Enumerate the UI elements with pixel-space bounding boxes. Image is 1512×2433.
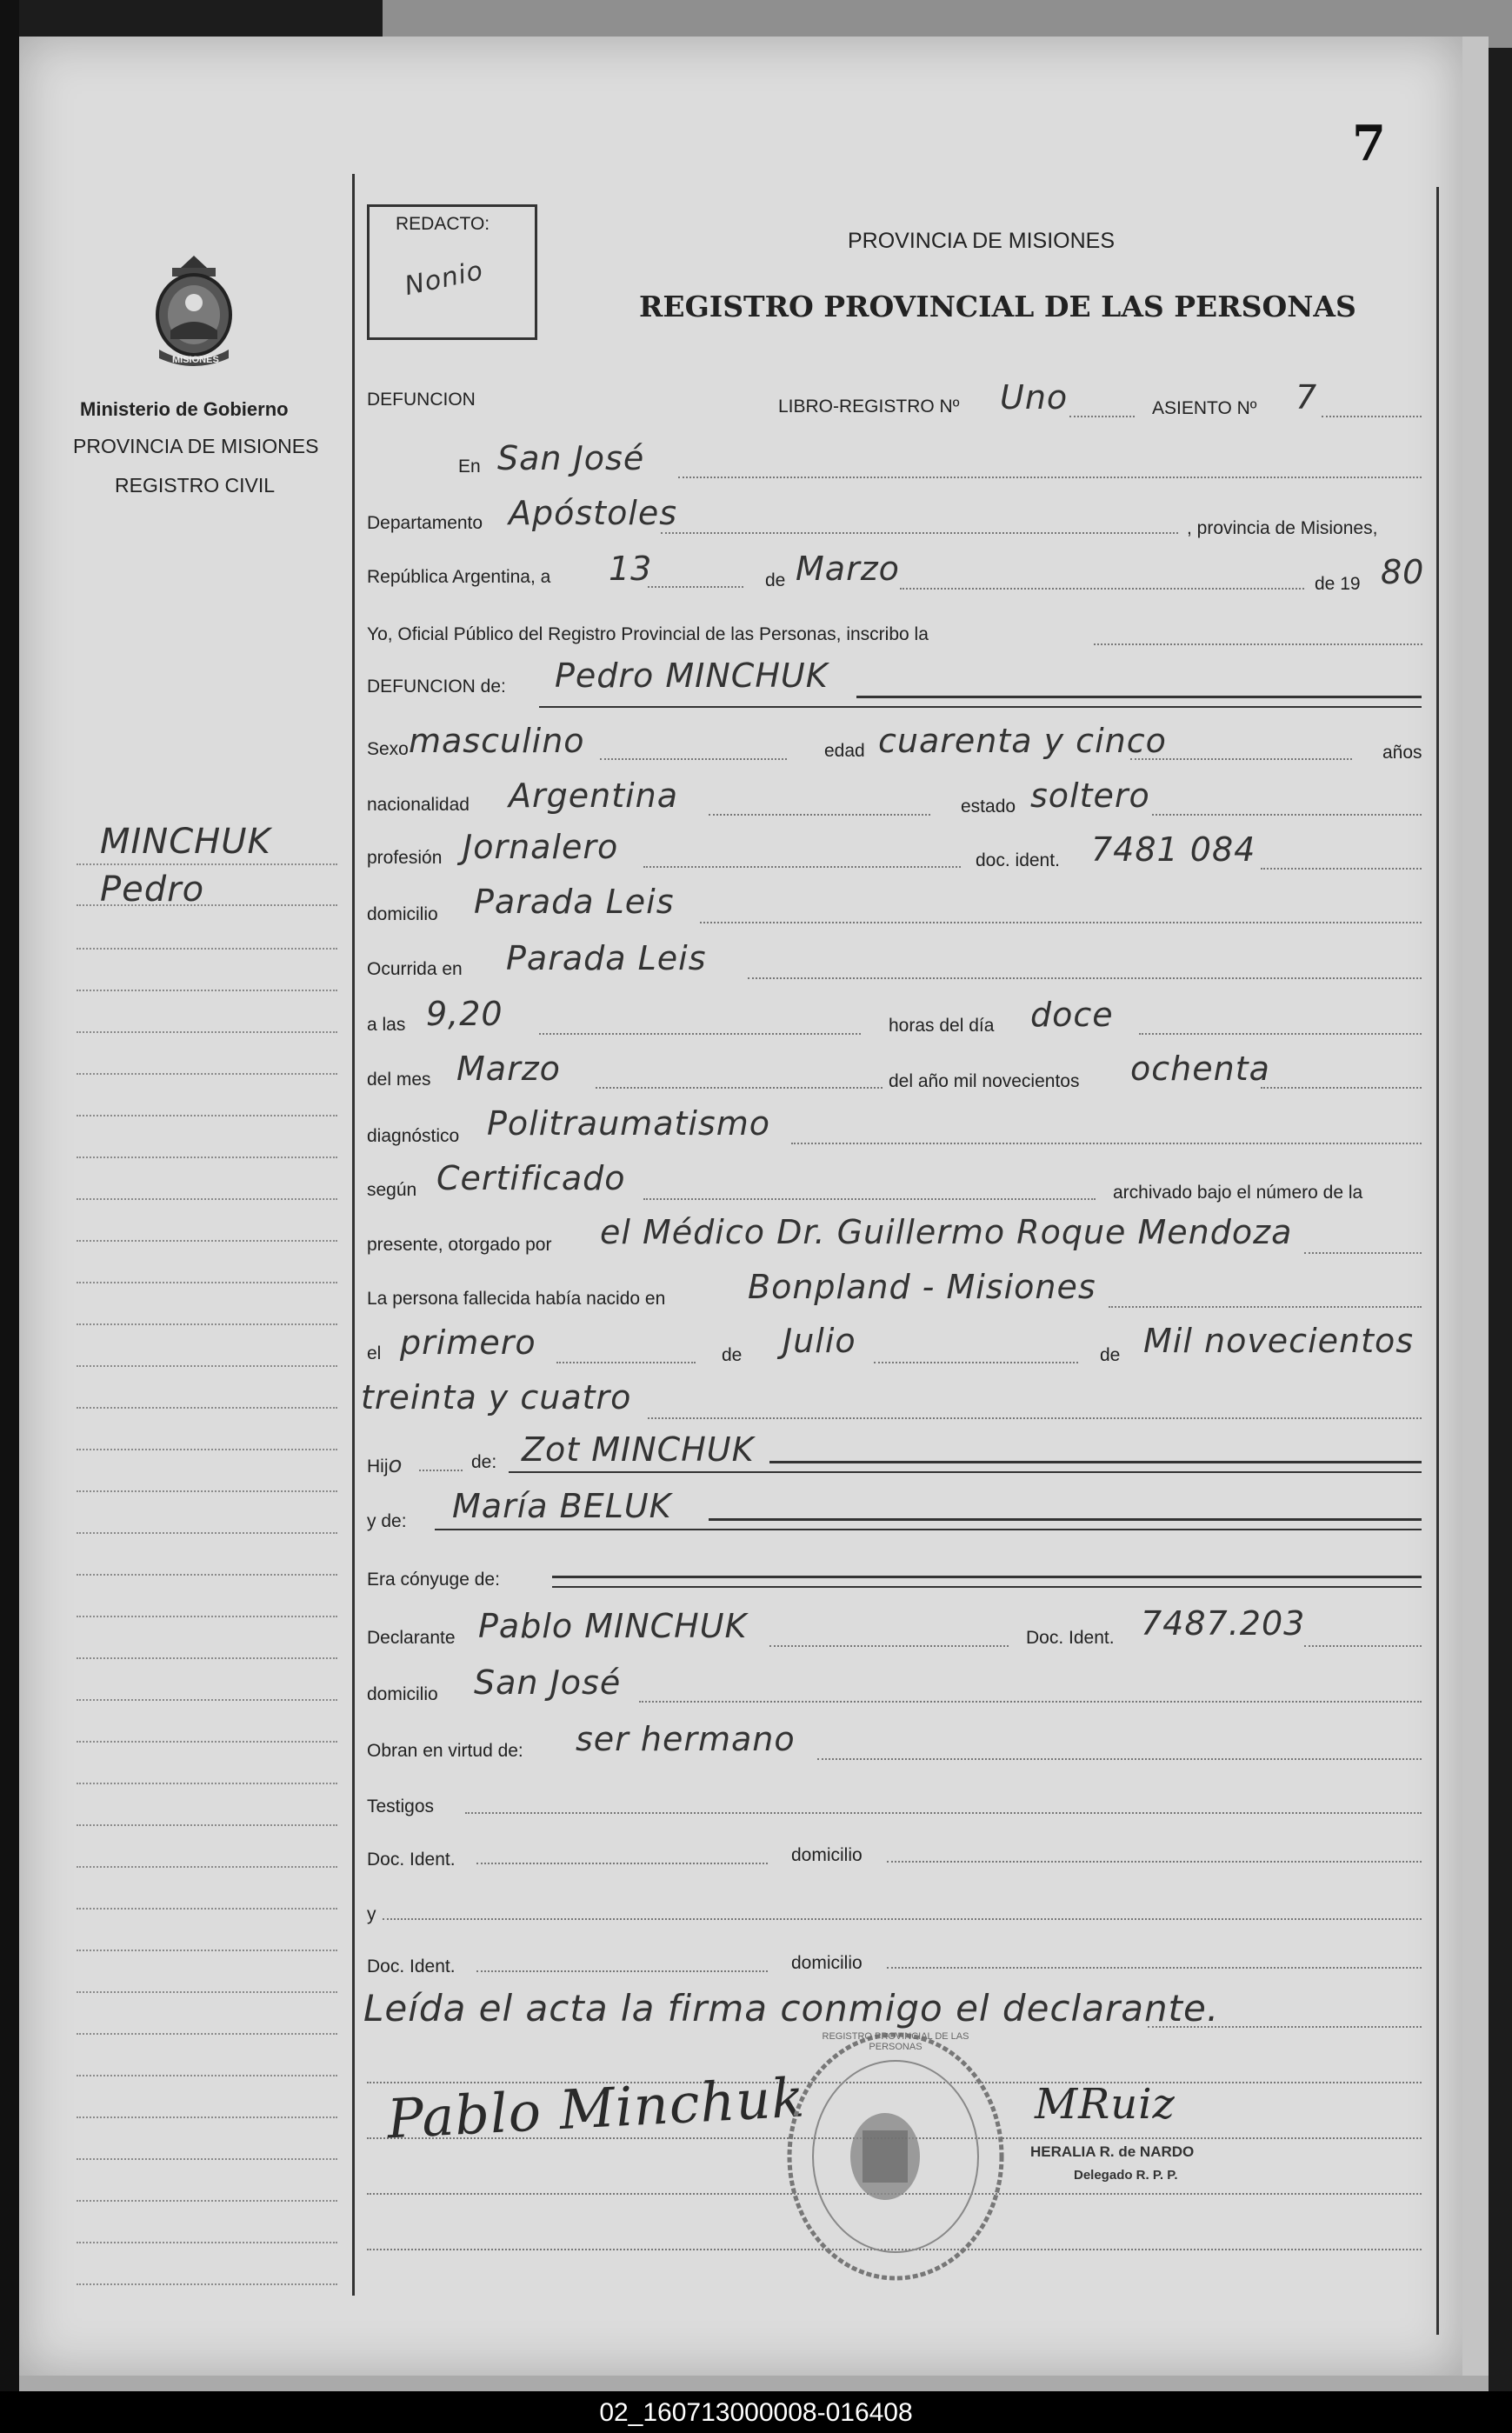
footer-bar	[0, 2391, 1512, 2433]
page-number: 7	[1352, 115, 1386, 172]
type-label: DEFUNCION	[367, 390, 476, 410]
decl-doc-label: Doc. Ident.	[1026, 1628, 1115, 1648]
redacto-label: REDACTO:	[396, 214, 490, 234]
background-edge	[0, 0, 19, 2433]
round-seal-icon	[783, 2026, 1009, 2287]
hijo-de-label: de:	[471, 1452, 497, 1472]
declarante-label: Declarante	[367, 1628, 456, 1648]
margin-name: Pedro	[100, 870, 205, 910]
hijo-label	[367, 1452, 403, 1478]
conyuge-label: Era cónyuge de:	[367, 1570, 500, 1590]
nacido-value: Bonpland - Misiones	[748, 1268, 1096, 1306]
margin-surname: MINCHUK	[100, 822, 271, 862]
nacionalidad-label: nacionalidad	[367, 795, 470, 815]
doc-value: 7481 084	[1091, 830, 1256, 869]
a-las-value: 9,20	[426, 995, 503, 1033]
year-value: 80	[1381, 553, 1425, 591]
segun-label: según	[367, 1180, 417, 1200]
a-las-label: a las	[367, 1015, 406, 1035]
departamento-value: Apóstoles	[509, 494, 678, 532]
en-label: En	[458, 457, 481, 477]
ministry-label: Ministerio de Gobierno	[80, 398, 289, 420]
diagnostico-value: Politraumatismo	[487, 1104, 770, 1143]
libro-value: Uno	[1000, 378, 1069, 417]
official-seal	[783, 2026, 1009, 2287]
horas-value: doce	[1030, 996, 1114, 1034]
mother-value: María BELUK	[452, 1487, 672, 1525]
hijo-suffix: o	[388, 1452, 403, 1478]
asiento-value: 7	[1296, 378, 1318, 417]
archivado-label: archivado bajo el número de la	[1113, 1183, 1363, 1203]
estado-value: soltero	[1030, 777, 1150, 815]
del-mes-value: Marzo	[456, 1050, 561, 1088]
ocurrida-value: Parada Leis	[506, 939, 707, 977]
en-value: San José	[497, 439, 645, 477]
nacido-label: La persona fallecida había nacido en	[367, 1289, 666, 1309]
nac-month-value: Julio	[783, 1322, 856, 1360]
provincia-suffix: , provincia de Misiones,	[1187, 518, 1378, 538]
edad-value: cuarenta y cinco	[878, 722, 1167, 760]
closing-text: Leída el acta la firma conmigo el declarante.	[363, 1987, 1220, 2030]
form-right-border	[1436, 187, 1439, 2335]
hijo-prefix: Hij	[367, 1456, 389, 1476]
day-value: 13	[609, 550, 653, 588]
sexo-value: masculino	[409, 722, 585, 760]
y-label: y	[367, 1904, 376, 1924]
obran-value: ser hermano	[576, 1720, 796, 1758]
sexo-label: Sexo	[367, 739, 409, 759]
doc-label: doc. ident.	[976, 850, 1060, 870]
redacto-box	[367, 204, 537, 340]
page-bottom-edge	[19, 2376, 1489, 2391]
de-label: de	[765, 570, 786, 590]
presente-value: el Médico Dr. Guillermo Roque Mendoza	[600, 1213, 1293, 1251]
profesion-value: Jornalero	[463, 828, 619, 866]
official-stamp-name: HERALIA R. de NARDO	[1030, 2143, 1195, 2160]
domicilio-value: Parada Leis	[474, 883, 675, 921]
header-province: PROVINCIA DE MISIONES	[848, 229, 1116, 253]
el-label: el	[367, 1343, 382, 1363]
month-value: Marzo	[796, 550, 900, 588]
segun-value: Certificado	[436, 1159, 626, 1197]
seal-text: MISIONES	[172, 355, 219, 365]
anos-label: años	[1382, 743, 1422, 763]
yo-text: Yo, Oficial Público del Registro Provincial de las Personas, inscribo la	[367, 624, 929, 644]
form-left-border	[352, 174, 355, 2296]
de2-label: de	[722, 1345, 743, 1365]
domicilio2-label: domicilio	[791, 1953, 863, 1973]
decl-domicilio-value: San José	[474, 1663, 622, 1702]
declarant-signature: Pablo Minchuk	[385, 2065, 807, 2151]
del-mes-label: del mes	[367, 1070, 431, 1090]
el-value: primero	[400, 1323, 536, 1362]
testigos-label: Testigos	[367, 1796, 435, 1816]
doc-ident1-label: Doc. Ident.	[367, 1850, 456, 1870]
profesion-label: profesión	[367, 848, 443, 868]
registry-label: REGISTRO CIVIL	[115, 474, 276, 497]
declarante-value: Pablo MINCHUK	[478, 1607, 748, 1645]
deceased-name: Pedro MINCHUK	[555, 657, 829, 695]
province-label: PROVINCIA DE MISIONES	[73, 435, 319, 457]
decl-doc-value: 7487.203	[1141, 1604, 1306, 1643]
ocurrida-label: Ocurrida en	[367, 959, 463, 979]
year-prefix: de 19	[1315, 574, 1361, 594]
diagnostico-label: diagnóstico	[367, 1126, 460, 1146]
y-de-label: y de:	[367, 1511, 407, 1531]
obran-label: Obran en virtud de:	[367, 1741, 523, 1761]
estado-label: estado	[961, 797, 1016, 817]
coat-of-arms	[146, 252, 242, 378]
father-value: Zot MINCHUK	[522, 1430, 755, 1469]
asiento-label: ASIENTO Nº	[1152, 398, 1257, 418]
nac-year-value: Mil novecientos	[1143, 1322, 1415, 1360]
nacionalidad-value: Argentina	[509, 777, 679, 815]
decl-domicilio-label: domicilio	[367, 1684, 438, 1704]
anio-label: del año mil novecientos	[889, 1071, 1080, 1091]
defuncion-de-label: DEFUNCION de:	[367, 677, 506, 697]
republica-label: República Argentina, a	[367, 567, 551, 587]
official-stamp-role: Delegado R. P. P.	[1074, 2168, 1178, 2183]
domicilio-label: domicilio	[367, 904, 438, 924]
domicilio1-label: domicilio	[791, 1845, 863, 1865]
presente-label: presente, otorgado por	[367, 1235, 552, 1255]
nac-year-cont: treinta y cuatro	[361, 1378, 632, 1416]
seal-text: REGISTRO PROVINCIAL DE LAS PERSONAS	[822, 2031, 969, 2052]
edad-label: edad	[824, 741, 865, 761]
anio-value: ochenta	[1130, 1050, 1270, 1088]
doc-ident2-label: Doc. Ident.	[367, 1956, 456, 1976]
libro-label: LIBRO-REGISTRO Nº	[778, 397, 960, 417]
horas-label: horas del día	[889, 1016, 995, 1036]
header-title: REGISTRO PROVINCIAL DE LAS PERSONAS	[639, 290, 1356, 323]
footer-label: 02_160713000008-016408	[599, 2398, 913, 2427]
departamento-label: Departamento	[367, 513, 483, 533]
redacto-value: Nonio	[402, 255, 487, 303]
official-signature: MRuiz	[1035, 2080, 1176, 2129]
book-edge	[1462, 37, 1489, 2384]
de3-label: de	[1100, 1345, 1121, 1365]
